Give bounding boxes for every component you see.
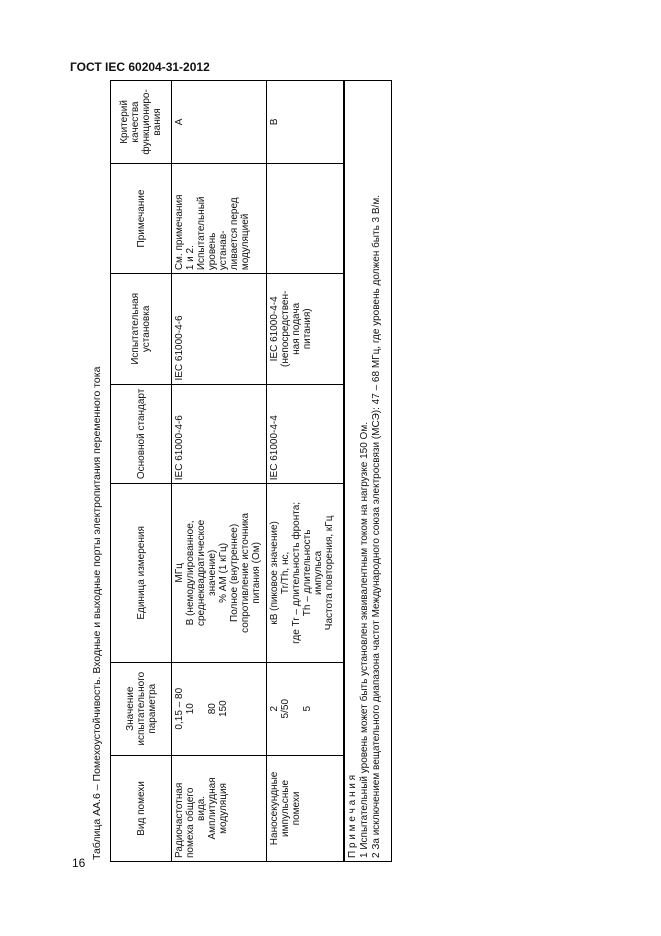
cell-line: импульсные: [280, 779, 291, 837]
cell-line: (непосредствен-: [280, 290, 291, 368]
col-header-setup: Испытательная установка: [111, 274, 172, 384]
cell-standard: IEC 61000-4-6: [172, 384, 267, 484]
cell-line: 150: [218, 700, 229, 718]
cell-line: Tr/Th, нс,: [280, 551, 291, 595]
cell-note: [172, 163, 267, 273]
cell-line: помеха общего: [185, 787, 196, 858]
cell-line: среднеквадратическое: [196, 519, 207, 627]
note-item: 1 Испытательный уровень может быть установлен эквивалентным током на нагрузке 150 Ом.: [359, 422, 370, 858]
cell-criterion: A: [172, 81, 267, 164]
cell-line: ная подача: [291, 302, 302, 355]
cell-line: 0,15 – 80: [174, 687, 185, 730]
cell-line: См. примечания: [174, 194, 185, 271]
table-header-row: [111, 81, 172, 862]
table-row: [267, 81, 345, 862]
cell-line: модуляцией: [240, 213, 251, 271]
col-header-standard: Основной стандарт: [111, 384, 172, 484]
cell-line: 1 и 2.: [185, 245, 196, 271]
cell-unit: [267, 484, 345, 662]
cell-line: 5/50: [280, 698, 291, 719]
cell-line: питания): [302, 308, 313, 350]
cell-line: 10: [185, 703, 196, 715]
notes-cell: [344, 81, 392, 862]
cell-line: модуляция: [218, 783, 229, 834]
cell-line: ливается перед: [229, 197, 240, 271]
cell-line: Th – длительность: [302, 529, 313, 617]
cell-line: Полное (внутреннее): [229, 523, 240, 622]
cell-line: [196, 666, 207, 752]
cell-type: [172, 755, 267, 861]
cell-line: % АМ (1 кГц): [218, 542, 229, 603]
cell-line: [291, 666, 302, 752]
cell-line: питания (Ом): [251, 542, 262, 604]
col-header-unit: Единица измерения: [111, 484, 172, 662]
cell-line: где Tr – длительность фронта;: [291, 501, 302, 644]
table-row: [172, 81, 267, 862]
notes-row: [344, 81, 392, 862]
cell-line: 80: [207, 703, 218, 715]
document-header: ГОСТ IEC 60204-31-2012: [70, 60, 210, 74]
table-caption: Таблица АА.6 – Помехоустойчивость. Входные и выходные порты электропитания переменного тока: [91, 366, 103, 860]
cell-standard: IEC 61000-4-4: [267, 384, 345, 484]
immunity-table: [110, 80, 392, 862]
rotated-table-section: [90, 82, 405, 862]
cell-line: импульса: [313, 550, 324, 596]
cell-line: 5: [302, 705, 313, 712]
cell-criterion: B: [267, 81, 345, 164]
page-number: 16: [72, 856, 86, 870]
notes-title: П р и м е ч а н и я: [347, 774, 358, 858]
cell-line: устанав-: [218, 230, 229, 271]
cell-value: [172, 662, 267, 755]
cell-line: IEC 61000-4-4: [269, 296, 280, 362]
cell-line: Частота повторения, кГц: [324, 515, 335, 631]
cell-line: 2: [269, 705, 280, 712]
cell-line: МГц: [174, 563, 185, 583]
cell-type: [267, 755, 345, 861]
col-header-note: Примечание: [111, 163, 172, 273]
cell-setup: [172, 274, 267, 384]
cell-line: помехи: [291, 791, 302, 826]
cell-line: уровень: [207, 232, 218, 271]
col-header-type: Вид помехи: [111, 755, 172, 861]
cell-value: [267, 662, 345, 755]
cell-line: Испытательный: [196, 196, 207, 271]
cell-line: Радиочастотная: [174, 782, 185, 858]
cell-line: Наносекундные: [269, 771, 280, 846]
cell-line: IEC 61000-4-6: [174, 315, 185, 381]
note-item: 2 За исключением вещательного диапазона частот Международного союза электросвязи (МСЭ): 47 – 68 МГц, где уровень должен быть 3 В/м.: [371, 195, 382, 858]
cell-line: Амплитудная: [207, 777, 218, 840]
cell-note: [267, 163, 345, 273]
cell-line: сопротивление источника: [240, 512, 251, 633]
cell-unit: [172, 484, 267, 662]
cell-line: значение): [207, 549, 218, 596]
cell-line: В (немодулированное,: [185, 520, 196, 626]
cell-setup: [267, 274, 345, 384]
col-header-criterion: Критерий качества функциониро-вания: [111, 81, 172, 164]
col-header-value: Значение испытательного параметра: [111, 662, 172, 755]
cell-line: кВ (пиковое значение): [269, 521, 280, 625]
cell-line: вида.: [196, 795, 207, 821]
